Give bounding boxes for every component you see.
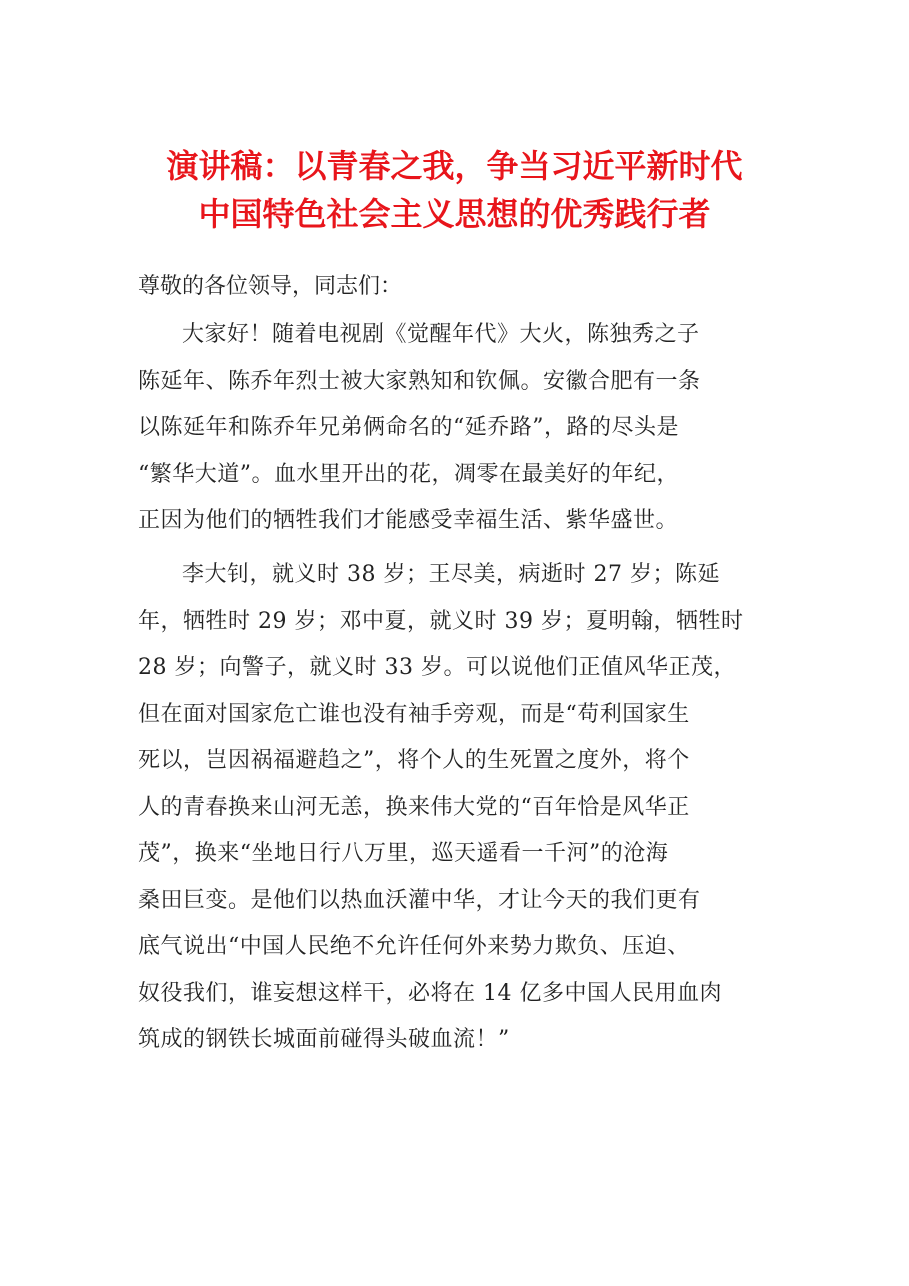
paragraph-2	[138, 552, 778, 1064]
paragraph-line: 以陈延年和陈乔年兄弟俩命名的“延乔路”，路的尽头是	[138, 415, 679, 440]
paragraph-line: 大家好！随着电视剧《觉醒年代》大火，陈独秀之子	[182, 322, 700, 347]
paragraph-line: 年，牺牲时 29 岁；邓中夏，就义时 39 岁；夏明翰，牺牲时	[138, 608, 744, 634]
paragraph-line: 桑田巨变。是他们以热血沃灌中华，才让今天的我们更有	[138, 887, 701, 913]
document-title-line-2: 中国特色社会主义思想的优秀践行者	[198, 195, 711, 233]
paragraph-line: 28 岁；向警子，就义时 33 岁。可以说他们正值风华正茂，	[138, 655, 736, 680]
document-title-line-1: 演讲稿：以青春之我，争当习近平新时代	[166, 147, 743, 185]
paragraph-line: 筑成的钢铁长城面前碰得头破血流！”	[138, 1027, 510, 1052]
paragraph-line: 茂”，换来“坐地日行八万里，巡天遥看一千河”的沧海	[138, 841, 669, 866]
paragraph-line: 奴役我们，谁妄想这样干，必将在 14 亿多中国人民用血肉	[138, 980, 722, 1006]
paragraph-1	[138, 312, 778, 545]
paragraph-line: 死以，岂因祸福避趋之”，将个人的生死置之度外，将个	[138, 748, 690, 773]
paragraph-line: 正因为他们的牺牲我们才能感受幸福生活、紫华盛世。	[138, 508, 679, 533]
paragraph-line: 但在面对国家危亡谁也没有袖手旁观，而是“苟利国家生	[138, 701, 690, 727]
paragraph-line: 人的青春换来山河无恙，换来伟大党的“百年恰是风华正	[138, 794, 690, 820]
paragraph-line: 陈延年、陈乔年烈士被大家熟知和钦佩。安徽合肥有一条	[138, 368, 701, 394]
salutation: 尊敬的各位领导，同志们：	[138, 274, 403, 299]
paragraph-line: 底气说出“中国人民绝不允许任何外来势力欺负、压迫、	[138, 934, 690, 959]
paragraph-line: 李大钊，就义时 38 岁；王尽美，病逝时 27 岁；陈延	[182, 562, 720, 587]
paragraph-line: “繁华大道”。血水里开出的花，凋零在最美好的年纪，	[138, 461, 679, 487]
